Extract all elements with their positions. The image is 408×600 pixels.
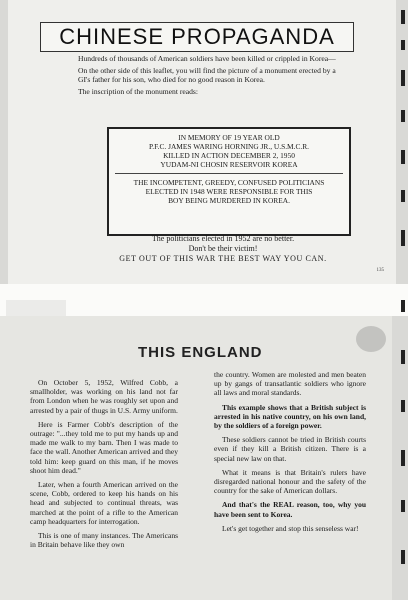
binding-mark	[401, 190, 405, 202]
binding-mark	[401, 350, 405, 364]
binding-edge	[394, 0, 408, 600]
right-column	[214, 370, 366, 538]
binding-mark	[401, 500, 405, 512]
binding-mark	[401, 110, 405, 122]
article-paragraph-bold: This example shows that a British subject is arrested in his native country, on his own land, by the soldiers of a foreign power.	[214, 402, 366, 431]
memorial-block	[109, 133, 349, 169]
paper-stain	[356, 326, 386, 352]
inscription-line: IN MEMORY OF 19 YEAR OLD	[178, 133, 280, 142]
binding-mark	[401, 40, 405, 50]
left-column	[30, 378, 178, 554]
article-paragraph: What it means is that Britain's rulers have disregarded national honour and the safety of the country for the sake of American dollars.	[214, 467, 366, 496]
article-paragraph: On October 5, 1952, Wilfred Cobb, a smallholder, was working on his land not far from London when he was roughly set upon and arrested by a pair of thugs in U.S. Army uniform.	[30, 378, 178, 415]
article-paragraph-bold: And that's the REAL reason, too, why you have been sent to Korea.	[214, 500, 366, 519]
closing-line: Don't be their victim!	[188, 244, 258, 253]
binding-mark	[401, 150, 405, 164]
inscription-line: YUDAM-NI CHOSIN RESERVOIR KOREA	[160, 160, 298, 169]
article-title: THIS ENGLAND	[138, 344, 263, 361]
binding-mark	[401, 300, 405, 312]
intro-paragraph: Hundreds of thousands of American soldiers have been killed or crippled in Korea—	[78, 54, 336, 63]
inscription-line: KILLED IN ACTION DECEMBER 2, 1950	[163, 151, 295, 160]
article-paragraph: Later, when a fourth American arrived on the scene, Cobb, ordered to keep his hands on his head and subjected to continual threats, was marched at the point of a rifle to the American camp headquarters for interrogation.	[30, 480, 178, 526]
closing-line: The politicians elected in 1952 are no better.	[151, 234, 295, 243]
article-paragraph: This is one of many instances. The Americans in Britain behave like they own	[30, 531, 178, 550]
page-number: 135	[376, 268, 384, 273]
binding-mark	[401, 450, 405, 466]
title-banner	[40, 22, 354, 52]
article-paragraph: the country. Women are molested and men beaten up by gangs of transatlantic soldiers who ignore all laws and moral standards.	[214, 370, 366, 398]
closing-slogan: GET OUT OF THIS WAR THE BEST WAY YOU CAN.	[119, 254, 327, 263]
inscription-line: THE INCOMPETENT, GREEDY, CONFUSED POLITICIANS	[133, 178, 325, 187]
leaflet-title: CHINESE PROPAGANDA	[59, 24, 335, 49]
article-paragraph: Let's get together and stop this senseless war!	[222, 523, 359, 533]
intro-paragraph: The inscription of the monument reads:	[78, 87, 198, 96]
monument-inscription-box	[107, 127, 351, 236]
binding-mark	[401, 400, 405, 412]
binding-mark	[401, 230, 405, 246]
inscription-line: ELECTED IN 1948 WERE RESPONSIBLE FOR THIS	[145, 187, 313, 196]
inscription-divider	[115, 173, 343, 174]
binding-mark	[401, 550, 405, 564]
inscription-line: BOY BEING MURDERED IN KOREA.	[168, 196, 290, 205]
binding-mark	[401, 70, 405, 86]
closing-text	[108, 234, 338, 264]
article-paragraph: These soldiers cannot be tried in British courts even if they kill a British citizen. There is a special new law on that.	[214, 435, 366, 463]
binding-mark	[401, 10, 405, 24]
accusation-block	[109, 178, 349, 205]
article-paragraph: Here is Farmer Cobb's description of the outrage: "...they told me to put my hands up and made me walk to my barn. Then I was made to face the wall. Another American arrived and they told him: keep guard on this man, if he moves shoot him dead."	[30, 419, 178, 475]
inscription-line: P.F.C. JAMES WARING HORNING JR., U.S.M.C.R.	[148, 142, 310, 151]
intro-paragraph: On the other side of this leaflet, you will find the picture of a monument erected by a GI's father for his son, who died for no good reason in Korea.	[78, 66, 336, 84]
intro-text	[78, 54, 338, 99]
